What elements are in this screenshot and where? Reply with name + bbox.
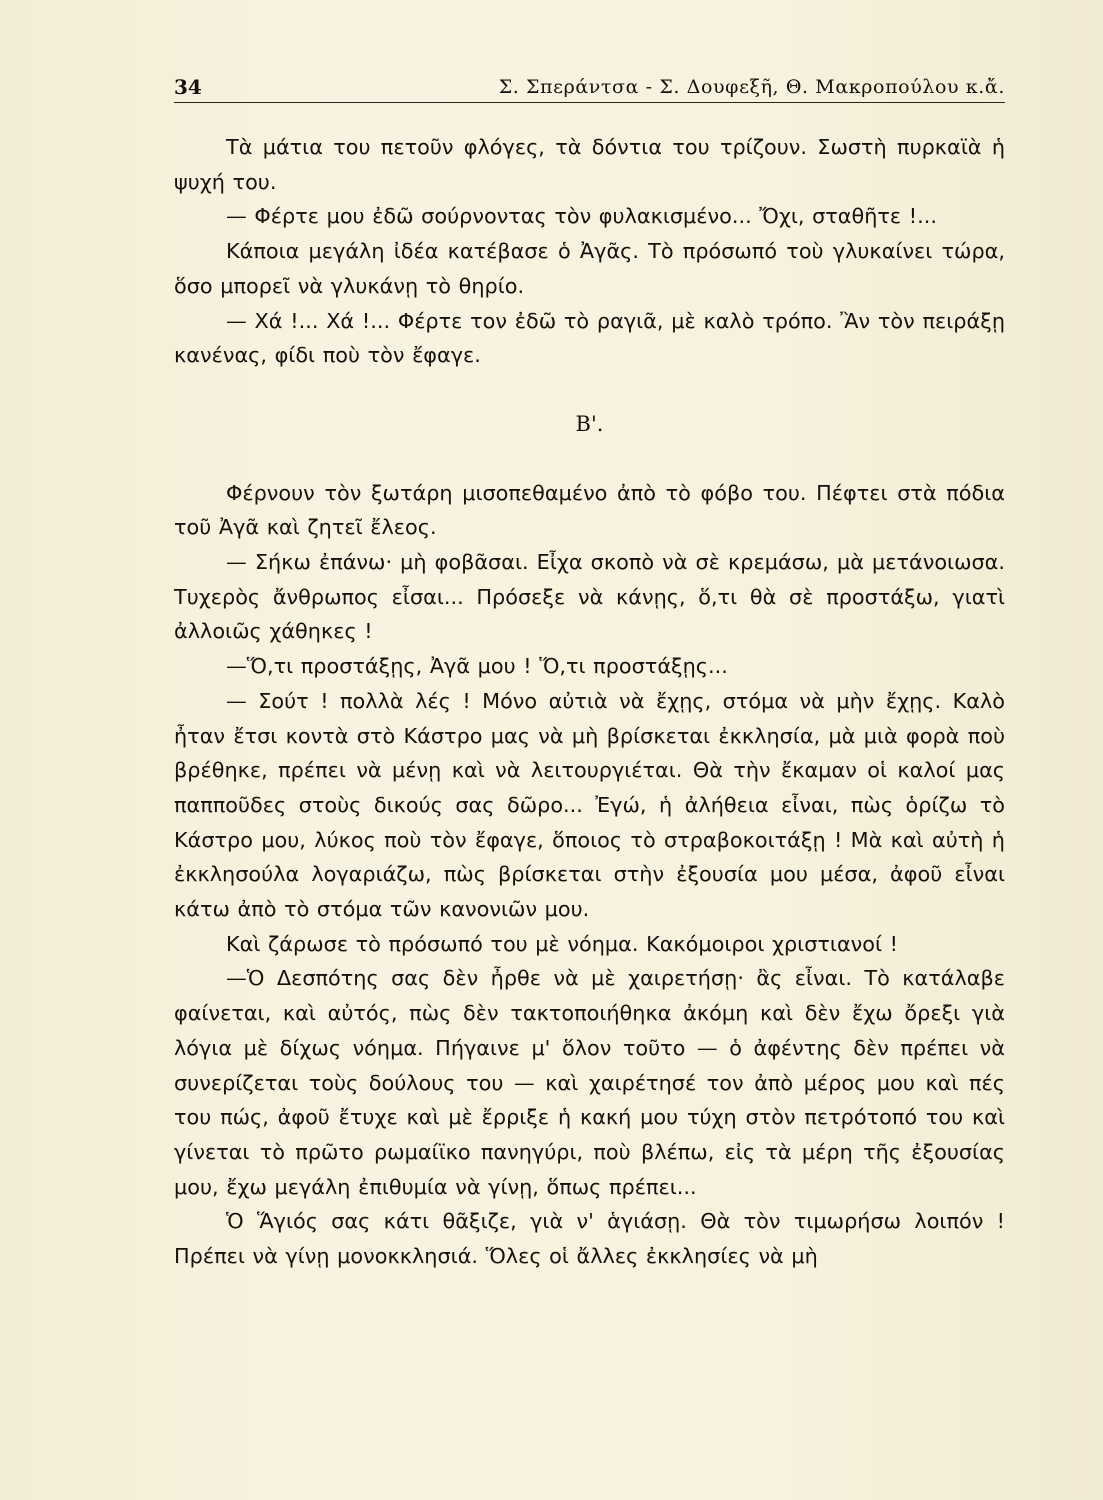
running-title: Σ. Σπεράντσα - Σ. Δουφεξῆ, Θ. Μακροπούλου κ.ἄ. [498, 76, 1005, 98]
page-number: 34 [174, 75, 202, 99]
section-heading: Β'. [575, 411, 604, 436]
paragraph: Ὁ Ἅγιός σας κάτι θᾶξιζε, γιὰ ν' ἁγιάσῃ. Θὰ τὸν τιμωρήσω λοιπόν ! Πρέπει νὰ γίνῃ μονοκκλησιά. Ὅλες οἱ ἄλλες ἐκκλησίες νὰ μὴ [174, 1209, 1005, 1269]
paragraph: — Σήκω ἐπάνω· μὴ φοβᾶσαι. Εἶχα σκοπὸ νὰ σὲ κρεμάσω, μὰ μετάνοιωσα. Τυχερὸς ἄνθρωπος εἶσαι... Πρόσεξε νὰ κάνῃς, ὅ,τι θὰ σὲ προστάξω, γιατὶ ἀλλοιῶς χάθηκες ! [174, 550, 1005, 644]
page-body [174, 130, 1005, 1274]
paragraph: Φέρνουν τὸν ξωτάρη μισοπεθαμένο ἀπὸ τὸ φόβο του. Πέφτει στὰ πόδια τοῦ Ἀγᾶ καὶ ζητεῖ ἔλεος. [174, 480, 1005, 540]
paragraph: —Ὅ,τι προστάξῃς, Ἀγᾶ μου ! Ὅ,τι προστάξῃς... [226, 654, 728, 679]
paragraph: Τὰ μάτια του πετοῦν φλόγες, τὰ δόντια του τρίζουν. Σωστὴ πυρκαϊὰ ἡ ψυχή του. [174, 135, 1005, 194]
paragraph: —Ὁ Δεσπότης σας δὲν ἦρθε νὰ μὲ χαιρετήσῃ· ἂς εἶναι. Τὸ κατάλαβε φαίνεται, καὶ αὐτός, πὼς δὲν τακτοποιήθηκα ἀκόμη καὶ δὲν ἔχω ὄρεξι γιὰ λόγια μὲ δίχως νόημα. Πήγαινε μ' ὅλον τοῦτο — ὁ ἀφέντης δὲν πρέπει νὰ συνερίζεται τοὺς δούλους του — καὶ χαιρέτησέ τον ἀπὸ μέρος μου καὶ πές του πώς, ἀφοῦ ἔτυχε καὶ μὲ ἔρριξε ἡ κακή μου τύχη στὸν πετρότοπό του καὶ γίνεται τὸ πρῶτο ρωμαίϊκο πανηγύρι, ποὺ βλέπω, εἰς τὰ μέρη τῆς ἐξουσίας μου, ἔχω μεγάλη ἐπιθυμία νὰ γίνῃ, ὅπως πρέπει... [174, 966, 1005, 1199]
paragraph: — Σούτ ! πολλὰ λές ! Μόνο αὐτιὰ νὰ ἔχῃς, στόμα νὰ μὴν ἔχῃς. Καλὸ ἦταν ἔτσι κοντὰ στὸ Κάστρο μας νὰ μὴ βρίσκεται ἐκκλησία, μὰ μιὰ φορὰ ποὺ βρέθηκε, πρέπει νὰ μένῃ καὶ νὰ λειτουργιέται. Θὰ τὴν ἔκαμαν οἱ καλοί μας παπποῦδες στοὺς δικούς σας δῶρο... Ἐγώ, ἡ ἀλήθεια εἶναι, πὼς ὁρίζω τὸ Κάστρο μου, λύκος ποὺ τὸν ἔφαγε, ὅποιος τὸ στραβοκοιτάξῃ ! Μὰ καὶ αὐτὴ ἡ ἐκκλησούλα λογαριάζω, πὼς βρίσκεται στὴν ἐξουσία μου μέσα, ἀφοῦ εἶναι κάτω ἀπὸ τὸ στόμα τῶν κανονιῶν μου. [174, 688, 1005, 922]
paragraph: — Χά !... Χά !... Φέρτε τον ἐδῶ τὸ ραγιᾶ, μὲ καλὸ τρόπο. Ἂν τὸν πειράξῃ κανένας, φίδι ποὺ τὸν ἔφαγε. [174, 308, 1005, 368]
running-header [174, 66, 1005, 103]
paragraph: Καὶ ζάρωσε τὸ πρόσωπό του μὲ νόημα. Κακόμοιροι χριστιανοί ! [226, 931, 898, 956]
paragraph: Κάποια μεγάλη ἰδέα κατέβασε ὁ Ἀγᾶς. Τὸ πρόσωπό τοὺ γλυκαίνει τώρα, ὅσο μπορεῖ νὰ γλυκάνῃ τὸ θηρίο. [174, 239, 1005, 298]
paragraph: — Φέρτε μου ἐδῶ σούρνοντας τὸν φυλακισμένο... Ὄχι, σταθῆτε !... [226, 204, 937, 229]
